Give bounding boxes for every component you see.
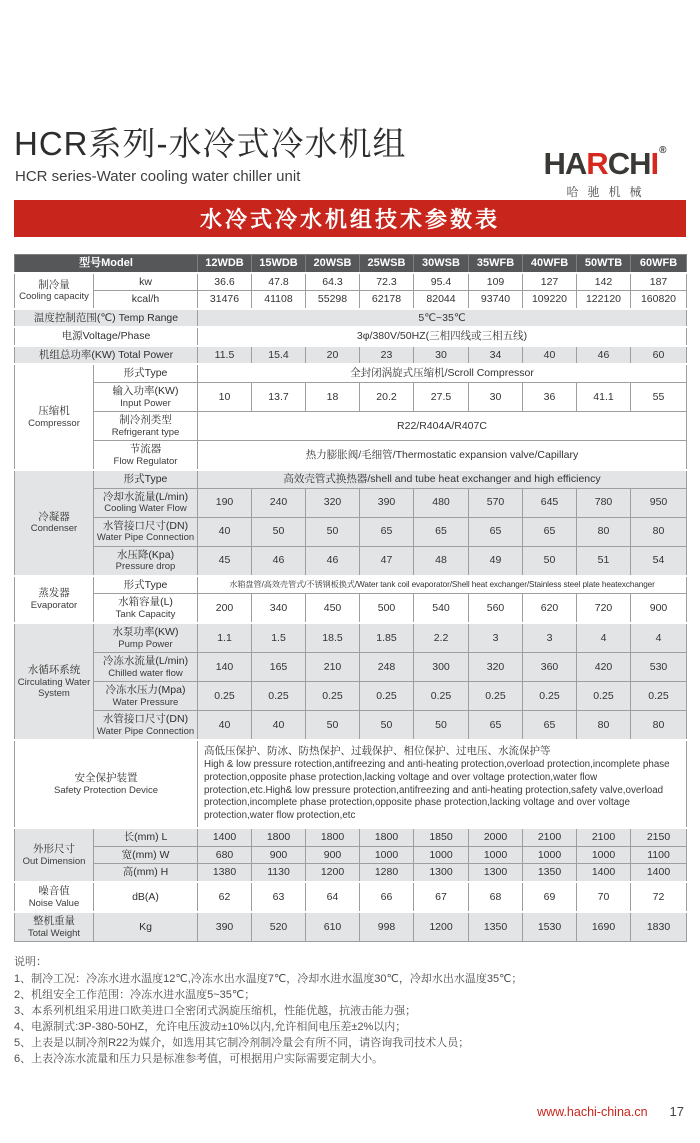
value-cell: 160820 <box>631 291 687 309</box>
value-cell: 46 <box>252 546 306 575</box>
row-label <box>94 594 198 623</box>
row-label-en: Water Pressure <box>112 696 179 708</box>
row-label <box>94 412 198 441</box>
row-label-en: Water Pipe Connection <box>96 532 195 544</box>
row-label-zh: 冷冻水流量(L/min) <box>102 655 189 668</box>
group-label-en: Circulating Water System <box>17 676 91 699</box>
model-column-header: 15WDB <box>252 255 306 273</box>
merged-value: 高效壳管式换热器/shell and tube heat exchanger and high efficiency <box>198 470 687 488</box>
brand-subtitle: 哈驰机械 <box>566 185 651 199</box>
value-cell: 540 <box>414 594 469 623</box>
value-cell: 1.5 <box>252 623 306 652</box>
row-label-zh: 安全保护装置 <box>74 772 138 785</box>
value-cell: 0.25 <box>198 682 252 711</box>
value-cell: 27.5 <box>414 383 469 412</box>
value-cell: 1200 <box>414 912 469 941</box>
spec-table <box>14 254 687 942</box>
value-cell: 68 <box>469 882 523 912</box>
brand-letters <box>544 146 659 181</box>
brand-letter-group: I <box>650 146 659 181</box>
value-cell: 2100 <box>577 828 631 846</box>
value-cell: 1100 <box>631 846 687 864</box>
value-cell: 1000 <box>360 846 414 864</box>
value-cell: 1400 <box>631 864 687 882</box>
group-label-en: Cooling capacity <box>19 291 89 303</box>
row-label-zh: 形式Type <box>123 578 168 591</box>
website-url[interactable]: www.hachi-china.cn <box>537 1105 648 1119</box>
row-label <box>94 364 198 382</box>
row-label-en: Pressure drop <box>115 561 176 573</box>
value-cell: 20.2 <box>360 383 414 412</box>
value-cell: 11.5 <box>198 346 252 365</box>
row-label-en: Refrigerant type <box>111 426 180 438</box>
value-cell: 0.25 <box>252 682 306 711</box>
row-label <box>94 623 198 652</box>
value-cell: 40 <box>198 711 252 740</box>
value-cell: 49 <box>469 546 523 575</box>
value-cell: 480 <box>414 488 469 517</box>
value-cell: 0.25 <box>523 682 577 711</box>
model-column-header: 25WSB <box>360 255 414 273</box>
value-cell: 1000 <box>577 846 631 864</box>
group-label <box>15 364 94 470</box>
value-cell: 65 <box>414 517 469 546</box>
value-cell: 65 <box>523 711 577 740</box>
row-label <box>15 327 198 346</box>
row-label <box>94 291 198 309</box>
merged-value: 热力膨胀阀/毛细管/Thermostatic expansion valve/Capillary <box>198 441 687 470</box>
value-cell: 127 <box>523 273 577 291</box>
brand-letter-group: CH <box>607 146 651 181</box>
row-label-zh: dB(A) <box>132 890 159 903</box>
value-cell: 55298 <box>306 291 360 309</box>
row-label-zh: 长(mm) L <box>123 831 168 844</box>
value-cell: 80 <box>577 711 631 740</box>
value-cell: 4 <box>631 623 687 652</box>
row-label <box>94 441 198 470</box>
group-label-zh: 冷凝器 <box>38 510 70 523</box>
model-column-header: 30WSB <box>414 255 469 273</box>
value-cell: 1800 <box>306 828 360 846</box>
row-label-zh: 节流器 <box>129 443 162 456</box>
value-cell: 2.2 <box>414 623 469 652</box>
registered-trademark-icon: ® <box>659 145 666 156</box>
value-cell: 30 <box>414 346 469 365</box>
model-column-header: 12WDB <box>198 255 252 273</box>
value-cell: 500 <box>360 594 414 623</box>
row-label-en: Cooling Water Flow <box>104 503 187 515</box>
row-label <box>94 517 198 546</box>
group-label <box>15 623 94 740</box>
value-cell: 54 <box>631 546 687 575</box>
value-cell: 34 <box>469 346 523 365</box>
value-cell: 72 <box>631 882 687 912</box>
value-cell: 190 <box>198 488 252 517</box>
merged-value: 水箱盘管/高效壳管式/不锈钢板换式/Water tank coil evaporator/Shell heat exchanger/Stainless steel plate heatexchanger <box>198 576 687 594</box>
note-item: 3、本系列机组采用进口欧美进口全密闭式涡旋压缩机，性能优越，抗液击能力强； <box>14 1004 417 1017</box>
value-cell: 1300 <box>469 864 523 882</box>
model-column-header: 50WTB <box>577 255 631 273</box>
value-cell: 36.6 <box>198 273 252 291</box>
value-cell: 36 <box>523 383 577 412</box>
value-cell: 1130 <box>252 864 306 882</box>
row-label-en: Water Pipe Connection <box>96 725 195 737</box>
value-cell: 62 <box>198 882 252 912</box>
group-label-zh: 噪音值 <box>38 885 70 898</box>
page-title-en: HCR series-Water cooling water chiller unit <box>15 168 301 185</box>
value-cell: 998 <box>360 912 414 941</box>
value-cell: 80 <box>631 517 687 546</box>
value-cell: 80 <box>631 711 687 740</box>
group-label <box>15 576 94 624</box>
value-cell: 320 <box>306 488 360 517</box>
value-cell: 50 <box>306 711 360 740</box>
value-cell: 720 <box>577 594 631 623</box>
value-cell: 1850 <box>414 828 469 846</box>
value-cell: 360 <box>523 653 577 682</box>
row-label-en: Tank Capacity <box>115 608 176 620</box>
row-label-en: Chilled water flow <box>108 667 183 679</box>
value-cell: 390 <box>198 912 252 941</box>
model-column-header: 60WFB <box>631 255 687 273</box>
row-label <box>15 309 198 328</box>
page-title-zh: HCR系列-水冷式冷水机组 <box>14 125 407 162</box>
value-cell: 1000 <box>414 846 469 864</box>
row-label <box>94 653 198 682</box>
value-cell: 4 <box>577 623 631 652</box>
group-label-en: Out Dimension <box>22 855 86 867</box>
value-cell: 210 <box>306 653 360 682</box>
value-cell: 165 <box>252 653 306 682</box>
value-cell: 320 <box>469 653 523 682</box>
value-cell: 2100 <box>523 828 577 846</box>
value-cell: 1000 <box>523 846 577 864</box>
value-cell: 70 <box>577 882 631 912</box>
row-label-zh: 形式Type <box>123 473 168 486</box>
brand-letter-group: HA <box>543 146 587 181</box>
value-cell: 65 <box>469 517 523 546</box>
value-cell: 64.3 <box>306 273 360 291</box>
value-cell: 50 <box>523 546 577 575</box>
row-label-en: Safety Protection Device <box>53 784 159 796</box>
value-cell: 50 <box>414 711 469 740</box>
value-cell: 1.85 <box>360 623 414 652</box>
row-label-zh: 制冷剂类型 <box>119 414 172 427</box>
group-label-en: Total Weight <box>27 927 81 939</box>
model-header-label: 型号Model <box>15 255 198 273</box>
value-cell: 1800 <box>252 828 306 846</box>
brand-letter-group: R <box>586 146 608 181</box>
value-cell: 30 <box>469 383 523 412</box>
row-label-zh: 高(mm) H <box>122 866 169 879</box>
row-label-zh: kcal/h <box>131 293 160 306</box>
value-cell: 93740 <box>469 291 523 309</box>
value-cell: 140 <box>198 653 252 682</box>
row-label <box>15 346 198 365</box>
row-label-zh: 水泵功率(KW) <box>112 626 179 639</box>
value-cell: 65 <box>469 711 523 740</box>
row-label <box>94 828 198 846</box>
group-label <box>15 912 94 941</box>
value-cell: 40 <box>523 346 577 365</box>
value-cell: 645 <box>523 488 577 517</box>
note-item: 5、上表是以制冷剂R22为媒介，如选用其它制冷剂制冷量会有所不同，请咨询我司技术人员； <box>14 1036 470 1049</box>
row-label-en: Flow Regulator <box>113 455 178 467</box>
value-cell: 530 <box>631 653 687 682</box>
value-cell: 1200 <box>306 864 360 882</box>
value-cell: 620 <box>523 594 577 623</box>
row-label <box>94 470 198 488</box>
merged-value-en: High & low pressure rotection,antifreezing and anti-heating protection,overload protection,incomplete phase protection,opposite phase protection,lacking voltage and over voltage protection,water flow protection,etc.High& low pressure protection,antifreezing and anti-heating protection,safety valve,overload protection,incomplete phase protection,opposite phase protection,lacking voltage and over voltage protection,water flow protection,etc <box>204 758 670 822</box>
group-label-en: Noise Value <box>28 897 80 909</box>
value-cell: 3 <box>469 623 523 652</box>
value-cell: 200 <box>198 594 252 623</box>
row-label <box>94 383 198 412</box>
value-cell: 13.7 <box>252 383 306 412</box>
notes-title: 说明： <box>14 956 47 969</box>
value-cell: 122120 <box>577 291 631 309</box>
value-cell: 31476 <box>198 291 252 309</box>
value-cell: 420 <box>577 653 631 682</box>
value-cell: 1350 <box>469 912 523 941</box>
value-cell: 900 <box>306 846 360 864</box>
row-label-zh: 水箱容量(L) <box>118 596 173 609</box>
row-label-zh: 形式Type <box>123 367 168 380</box>
value-cell: 248 <box>360 653 414 682</box>
value-cell: 0.25 <box>306 682 360 711</box>
value-cell: 40 <box>198 517 252 546</box>
value-cell: 15.4 <box>252 346 306 365</box>
value-cell: 950 <box>631 488 687 517</box>
group-label <box>15 273 94 309</box>
group-label-en: Evaporator <box>30 599 78 611</box>
row-label-en: Input Power <box>120 397 171 409</box>
value-cell: 1830 <box>631 912 687 941</box>
group-label-zh: 水循环系统 <box>27 663 81 676</box>
value-cell: 780 <box>577 488 631 517</box>
value-cell: 23 <box>360 346 414 365</box>
note-item: 1、制冷工况：冷冻水进水温度12℃,冷冻水出水温度7℃，冷却水进水温度30℃，冷却水出水温度35℃； <box>14 972 523 985</box>
catalog-page <box>0 118 700 1143</box>
value-cell: 187 <box>631 273 687 291</box>
value-cell: 47.8 <box>252 273 306 291</box>
merged-value: R22/R404A/R407C <box>198 412 687 441</box>
value-cell: 69 <box>523 882 577 912</box>
value-cell: 82044 <box>414 291 469 309</box>
value-cell: 3 <box>523 623 577 652</box>
note-item: 2、机组安全工作范围：冷冻水进水温度5~35℃； <box>14 988 256 1001</box>
value-cell: 62178 <box>360 291 414 309</box>
page-number: 17 <box>669 1104 684 1119</box>
value-cell: 66 <box>360 882 414 912</box>
row-label <box>94 711 198 740</box>
merged-value-zh: 高低压保护、防冰、防热保护、过载保护、相位保护、过电压、水流保护等 <box>204 745 551 758</box>
value-cell: 95.4 <box>414 273 469 291</box>
value-cell: 0.25 <box>414 682 469 711</box>
merged-value <box>198 740 687 828</box>
value-cell: 1380 <box>198 864 252 882</box>
merged-value: 3φ/380V/50HZ(三相四线或三相五线) <box>198 327 687 346</box>
group-label <box>15 882 94 912</box>
row-label-zh: 冷却水流量(L/min) <box>102 490 189 503</box>
note-item: 6、上表冷冻水流量和压力只是标准参考值，可根据用户实际需要定制大小。 <box>14 1052 384 1065</box>
value-cell: 0.25 <box>631 682 687 711</box>
value-cell: 50 <box>360 711 414 740</box>
value-cell: 450 <box>306 594 360 623</box>
note-item: 4、电源制式:3P-380-50HZ，允许电压波动±10%以内,允许相间电压差±2%以内； <box>14 1020 407 1033</box>
value-cell: 610 <box>306 912 360 941</box>
value-cell: 520 <box>252 912 306 941</box>
row-label <box>94 273 198 291</box>
value-cell: 0.25 <box>577 682 631 711</box>
row-label-zh: 温度控制范围(℃) Temp Range <box>33 311 179 324</box>
row-label-zh: 水压降(Kpa) <box>116 548 175 561</box>
model-column-header: 40WFB <box>523 255 577 273</box>
model-column-header: 35WFB <box>469 255 523 273</box>
value-cell: 41108 <box>252 291 306 309</box>
value-cell: 60 <box>631 346 687 365</box>
brand-logo <box>518 145 690 200</box>
row-label-zh: 电源Voltage/Phase <box>61 330 151 343</box>
group-label-en: Condenser <box>30 523 78 535</box>
value-cell: 1000 <box>469 846 523 864</box>
page-footer <box>537 1104 684 1119</box>
row-label <box>94 576 198 594</box>
value-cell: 46 <box>577 346 631 365</box>
value-cell: 109 <box>469 273 523 291</box>
value-cell: 142 <box>577 273 631 291</box>
value-cell: 0.25 <box>469 682 523 711</box>
value-cell: 67 <box>414 882 469 912</box>
row-label-zh: Kg <box>139 920 152 933</box>
row-label-zh: kw <box>139 275 152 288</box>
model-column-header: 20WSB <box>306 255 360 273</box>
merged-value: 全封闭涡旋式压缩机/Scroll Compressor <box>198 364 687 382</box>
value-cell: 900 <box>252 846 306 864</box>
value-cell: 1350 <box>523 864 577 882</box>
row-label <box>94 488 198 517</box>
value-cell: 1300 <box>414 864 469 882</box>
value-cell: 40 <box>252 711 306 740</box>
notes-list <box>14 972 686 1068</box>
value-cell: 2000 <box>469 828 523 846</box>
value-cell: 1400 <box>198 828 252 846</box>
value-cell: 50 <box>252 517 306 546</box>
row-label <box>94 682 198 711</box>
value-cell: 1690 <box>577 912 631 941</box>
value-cell: 1.1 <box>198 623 252 652</box>
row-label-zh: 冷冻水压力(Mpa) <box>105 684 186 697</box>
brand-wordmark <box>518 145 690 181</box>
value-cell: 45 <box>198 546 252 575</box>
value-cell: 300 <box>414 653 469 682</box>
value-cell: 63 <box>252 882 306 912</box>
value-cell: 18 <box>306 383 360 412</box>
row-label-zh: 水管接口尺寸(DN) <box>102 713 189 726</box>
group-label-zh: 外形尺寸 <box>33 843 75 856</box>
value-cell: 20 <box>306 346 360 365</box>
group-label-zh: 压缩机 <box>38 405 70 418</box>
value-cell: 240 <box>252 488 306 517</box>
value-cell: 2150 <box>631 828 687 846</box>
value-cell: 65 <box>523 517 577 546</box>
merged-value: 5℃~35℃ <box>198 309 687 328</box>
row-label <box>94 912 198 941</box>
row-label-zh: 输入功率(KW) <box>112 385 179 398</box>
value-cell: 47 <box>360 546 414 575</box>
value-cell: 46 <box>306 546 360 575</box>
value-cell: 10 <box>198 383 252 412</box>
row-label-en: Pump Power <box>118 638 173 650</box>
value-cell: 0.25 <box>360 682 414 711</box>
row-label <box>94 546 198 575</box>
row-label <box>94 882 198 912</box>
value-cell: 109220 <box>523 291 577 309</box>
row-label <box>94 846 198 864</box>
value-cell: 1400 <box>577 864 631 882</box>
value-cell: 560 <box>469 594 523 623</box>
row-label-zh: 水管接口尺寸(DN) <box>102 519 189 532</box>
value-cell: 50 <box>306 517 360 546</box>
value-cell: 680 <box>198 846 252 864</box>
group-label-en: Compressor <box>28 417 80 429</box>
value-cell: 72.3 <box>360 273 414 291</box>
value-cell: 390 <box>360 488 414 517</box>
value-cell: 340 <box>252 594 306 623</box>
group-label-zh: 蒸发器 <box>38 587 70 600</box>
value-cell: 48 <box>414 546 469 575</box>
value-cell: 1530 <box>523 912 577 941</box>
value-cell: 51 <box>577 546 631 575</box>
row-label <box>15 740 198 828</box>
value-cell: 1280 <box>360 864 414 882</box>
value-cell: 570 <box>469 488 523 517</box>
value-cell: 41.1 <box>577 383 631 412</box>
row-label-zh: 机组总功率(KW) Total Power <box>38 348 174 361</box>
value-cell: 64 <box>306 882 360 912</box>
row-label <box>94 864 198 882</box>
value-cell: 80 <box>577 517 631 546</box>
value-cell: 18.5 <box>306 623 360 652</box>
section-banner: 水冷式冷水机组技术参数表 <box>14 200 686 237</box>
group-label-zh: 整机重量 <box>33 915 75 928</box>
row-label-zh: 宽(mm) W <box>121 848 170 861</box>
value-cell: 1800 <box>360 828 414 846</box>
value-cell: 65 <box>360 517 414 546</box>
group-label <box>15 470 94 576</box>
value-cell: 55 <box>631 383 687 412</box>
group-label-zh: 制冷量 <box>38 278 70 291</box>
value-cell: 900 <box>631 594 687 623</box>
notes-section <box>14 955 686 1068</box>
group-label <box>15 828 94 882</box>
